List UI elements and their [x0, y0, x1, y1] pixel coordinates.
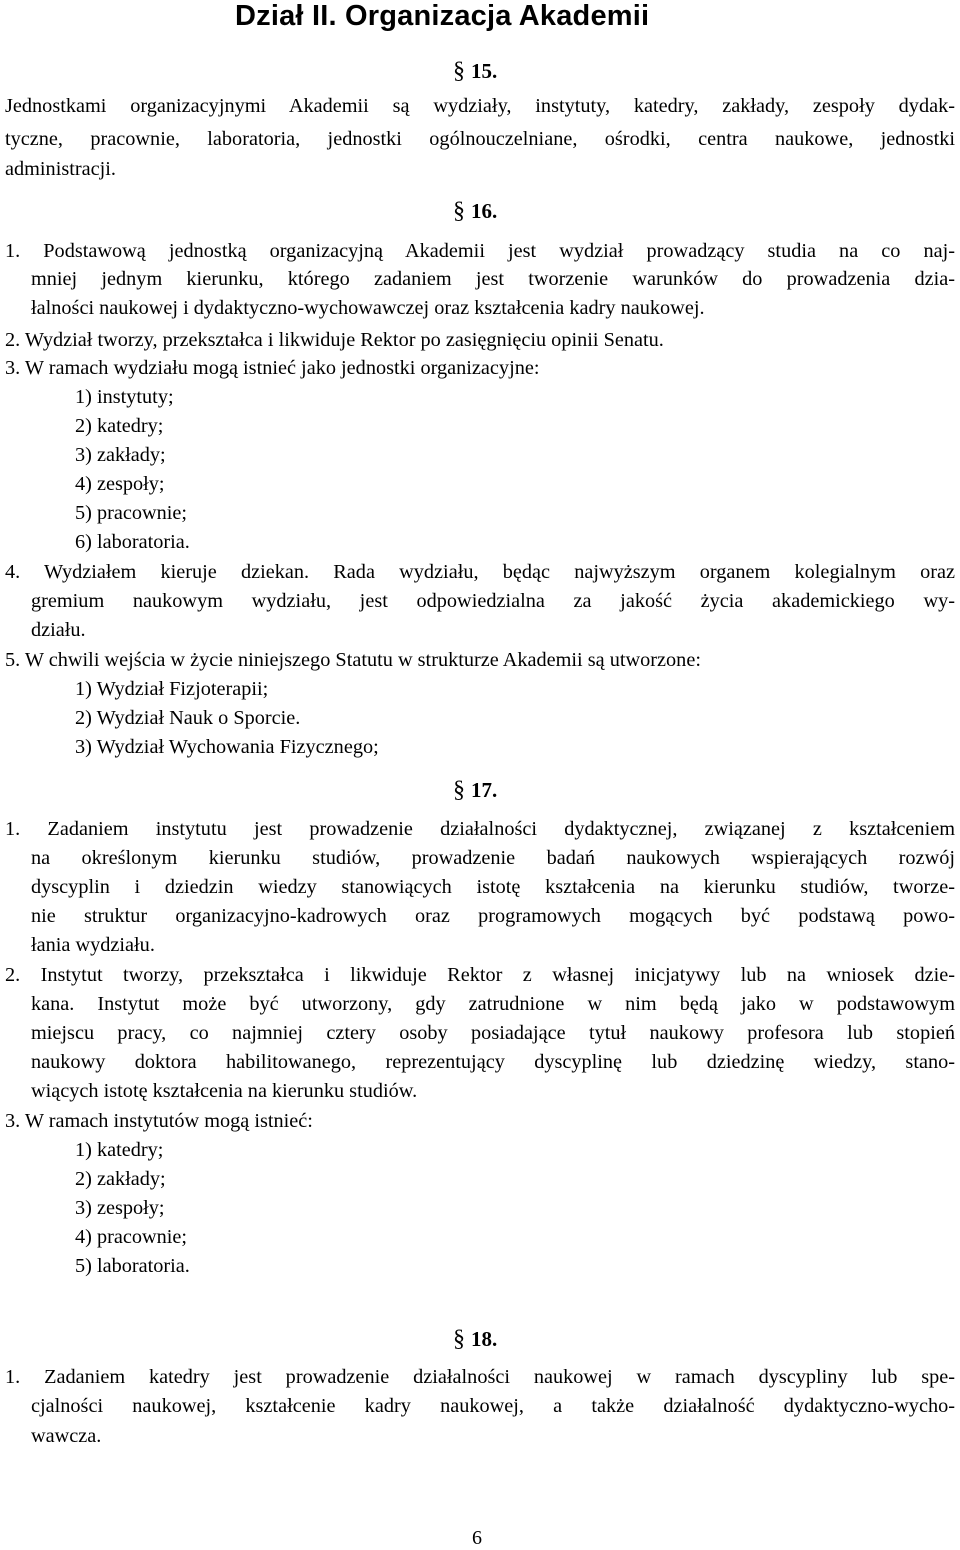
list-item: 1) Wydział Fizjoterapii; [75, 678, 269, 700]
paragraph-line: dyscyplin i dziedzin wiedzy stanowiących istotę kształcenia na kierunku studiów, tworze- [31, 876, 955, 898]
paragraph-line: łalności naukowej i dydaktyczno-wychowawczej oraz kształcenia kadry naukowej. [31, 297, 705, 319]
paragraph-line: 1. Zadaniem katedry jest prowadzenie działalności naukowej w ramach dyscypliny lub spe- [5, 1366, 955, 1388]
list-item: 5) laboratoria. [75, 1255, 190, 1277]
section-symbol: § [453, 58, 465, 84]
paragraph-line: tyczne, pracownie, laboratoria, jednostki ogólnouczelniane, ośrodki, centra naukowe, jednostki [5, 128, 955, 150]
section-number: 15. [471, 59, 498, 83]
paragraph-line: miejscu pracy, co najmniej cztery osoby posiadające tytuł naukowy profesora lub stopień [31, 1022, 955, 1044]
paragraph-line: 3. W ramach wydziału mogą istnieć jako jednostki organizacyjne: [5, 357, 540, 379]
list-item: 2) zakłady; [75, 1168, 166, 1190]
section-symbol: § [453, 198, 465, 224]
section-number: 18. [471, 1327, 498, 1351]
list-item: 2) katedry; [75, 415, 164, 437]
section-heading-18 [453, 1326, 497, 1352]
paragraph-line: 2. Wydział tworzy, przekształca i likwiduje Rektor po zasięgnięciu opinii Senatu. [5, 329, 664, 351]
page-number: 6 [472, 1527, 482, 1549]
paragraph-line: mniej jednym kierunku, którego zadaniem jest tworzenie warunków do prowadzenia dzia- [31, 268, 955, 290]
paragraph-line: działu. [31, 619, 86, 641]
section-symbol: § [453, 1326, 465, 1352]
paragraph-line: 4. Wydziałem kieruje dziekan. Rada wydziału, będąc najwyższym organem kolegialnym oraz [5, 561, 955, 583]
list-item: 1) instytuty; [75, 386, 174, 408]
section-heading-17 [453, 777, 497, 803]
section-heading-15 [453, 58, 497, 84]
list-item: 6) laboratoria. [75, 531, 190, 553]
paragraph-line: łania wydziału. [31, 934, 155, 956]
list-item: 5) pracownie; [75, 502, 188, 524]
paragraph-line: wiących istotę kształcenia na kierunku studiów. [31, 1080, 418, 1102]
list-item: 4) pracownie; [75, 1226, 188, 1248]
chapter-title: Dział II. Organizacja Akademii [235, 0, 650, 32]
section-symbol: § [453, 777, 465, 803]
paragraph-line: 1. Zadaniem instytutu jest prowadzenie działalności dydaktycznej, związanej z kształceniem [5, 818, 955, 840]
paragraph-line: gremium naukowym wydziału, jest odpowiedzialna za jakość życia akademickiego wy- [31, 590, 955, 612]
paragraph-line: naukowy doktora habilitowanego, reprezentujący dyscyplinę lub dziedzinę wiedzy, stano- [31, 1051, 955, 1073]
paragraph-line: administracji. [5, 158, 116, 180]
paragraph-line: kana. Instytut może być utworzony, gdy zatrudnione w nim będą jako w podstawowym [31, 993, 955, 1015]
list-item: 3) zespoły; [75, 1197, 165, 1219]
paragraph-line: wawcza. [31, 1425, 102, 1447]
paragraph-line: na określonym kierunku studiów, prowadzenie badań naukowych wspierających rozwój [31, 847, 955, 869]
section-number: 17. [471, 778, 498, 802]
list-item: 3) Wydział Wychowania Fizycznego; [75, 736, 379, 758]
paragraph-line: 1. Podstawową jednostką organizacyjną Akademii jest wydział prowadzący studia na co naj- [5, 240, 955, 262]
list-item: 4) zespoły; [75, 473, 165, 495]
paragraph-line: 2. Instytut tworzy, przekształca i likwiduje Rektor z własnej inicjatywy lub na wniosek dzie- [5, 964, 955, 986]
section-heading-16 [453, 198, 497, 224]
list-item: 3) zakłady; [75, 444, 166, 466]
list-item: 2) Wydział Nauk o Sporcie. [75, 707, 301, 729]
paragraph-line: Jednostkami organizacyjnymi Akademii są wydziały, instytuty, katedry, zakłady, zespoły dydak- [5, 95, 955, 117]
paragraph-line: 3. W ramach instytutów mogą istnieć: [5, 1110, 313, 1132]
list-item: 1) katedry; [75, 1139, 164, 1161]
section-number: 16. [471, 199, 498, 223]
paragraph-line: 5. W chwili wejścia w życie niniejszego Statutu w strukturze Akademii są utworzone: [5, 649, 701, 671]
paragraph-line: nie struktur organizacyjno-kadrowych oraz programowych mogących być podstawą powo- [31, 905, 955, 927]
paragraph-line: cjalności naukowej, kształcenie kadry naukowej, a także działalność dydaktyczno-wycho- [31, 1395, 955, 1417]
